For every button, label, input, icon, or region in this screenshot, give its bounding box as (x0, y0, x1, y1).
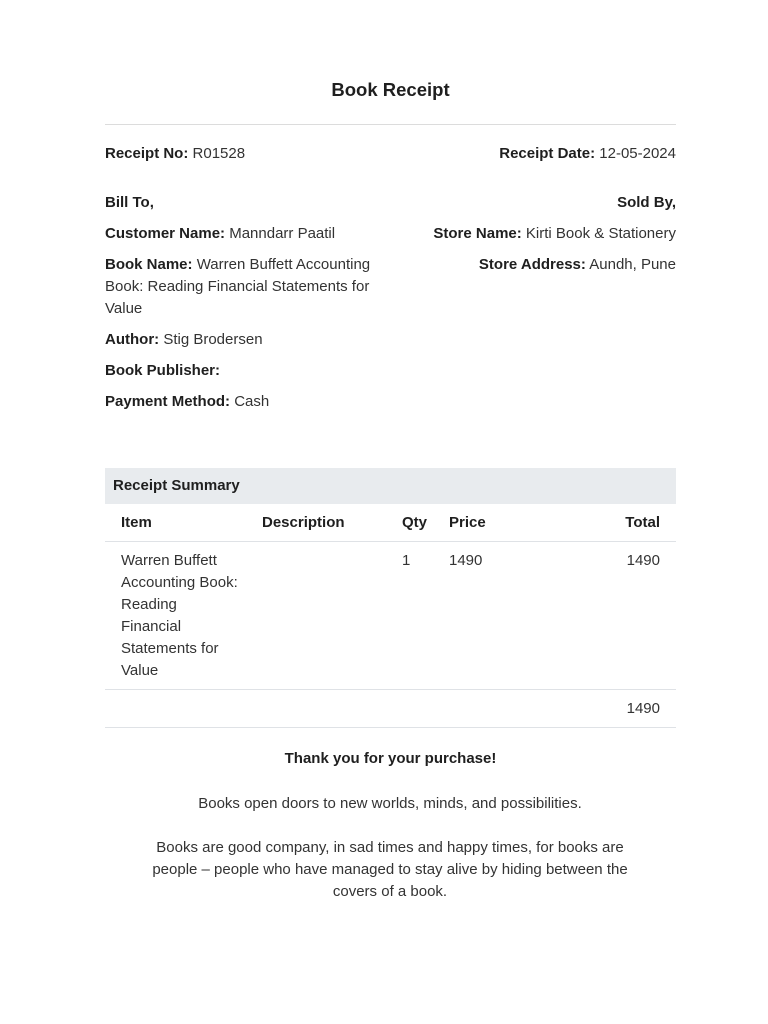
row-price: 1490 (449, 552, 483, 569)
title-divider (105, 124, 676, 125)
column-header-item: Item (121, 514, 152, 531)
column-header-total: Total (625, 514, 660, 531)
customer-name (105, 223, 390, 245)
store-name (386, 223, 676, 245)
quote-2: Books are good company, in sad times and happy times, for books are people – people who have managed to stay alive by hiding between the covers of a book. (152, 839, 628, 900)
quote-1: Books open doors to new worlds, minds, and possibilities. (198, 795, 582, 812)
store-name-label: Store Name: (433, 225, 522, 242)
customer-name-value: Manndarr Paatil (229, 225, 336, 242)
receipt-number (105, 143, 245, 165)
store-address (386, 254, 676, 276)
receipt-date (499, 143, 676, 165)
store-address-value: Aundh, Pune (589, 256, 676, 273)
row-qty: 1 (402, 552, 411, 569)
column-header-description: Description (262, 514, 345, 531)
thank-you-message: Thank you for your purchase! (284, 750, 497, 767)
sold-by-heading-text: Sold By, (617, 194, 676, 211)
author-value: Stig Brodersen (163, 331, 263, 348)
table-header (105, 504, 676, 542)
book-name-label: Book Name: (105, 256, 193, 273)
customer-name-label: Customer Name: (105, 225, 226, 242)
row-item: Warren Buffett Accounting Book: Reading Financial Statements for Value (121, 552, 238, 679)
bill-to-heading-text: Bill To, (105, 194, 154, 211)
table-footer (105, 690, 676, 728)
sold-by-heading (386, 192, 676, 214)
book-name-value: Warren Buffett Accounting Book: Reading Financial Statements for Value (105, 256, 371, 317)
receipt-number-value: R01528 (192, 145, 246, 162)
receipt-summary (105, 468, 676, 728)
book-publisher (105, 360, 390, 382)
receipt-number-label: Receipt No: (105, 145, 189, 162)
column-header-price: Price (449, 514, 486, 531)
column-header-qty: Qty (402, 514, 428, 531)
row-total: 1490 (626, 552, 660, 569)
store-name-value: Kirti Book & Stationery (525, 225, 676, 242)
page-title: Book Receipt (331, 79, 450, 100)
payment-method-value: Cash (234, 393, 270, 410)
receipt-date-value: 12-05-2024 (599, 145, 676, 162)
payment-method (105, 391, 390, 413)
receipt-date-label: Receipt Date: (499, 145, 596, 162)
author (105, 329, 390, 351)
bill-to-section (105, 192, 390, 422)
bill-to-heading (105, 192, 390, 214)
book-publisher-label: Book Publisher: (105, 362, 221, 379)
payment-method-label: Payment Method: (105, 393, 231, 410)
book-name (105, 254, 390, 320)
receipt-summary-heading: Receipt Summary (105, 468, 676, 504)
grand-total: 1490 (626, 700, 660, 717)
author-label: Author: (105, 331, 160, 348)
store-address-label: Store Address: (478, 256, 586, 273)
sold-by-section (386, 192, 676, 285)
table-row (105, 542, 676, 690)
